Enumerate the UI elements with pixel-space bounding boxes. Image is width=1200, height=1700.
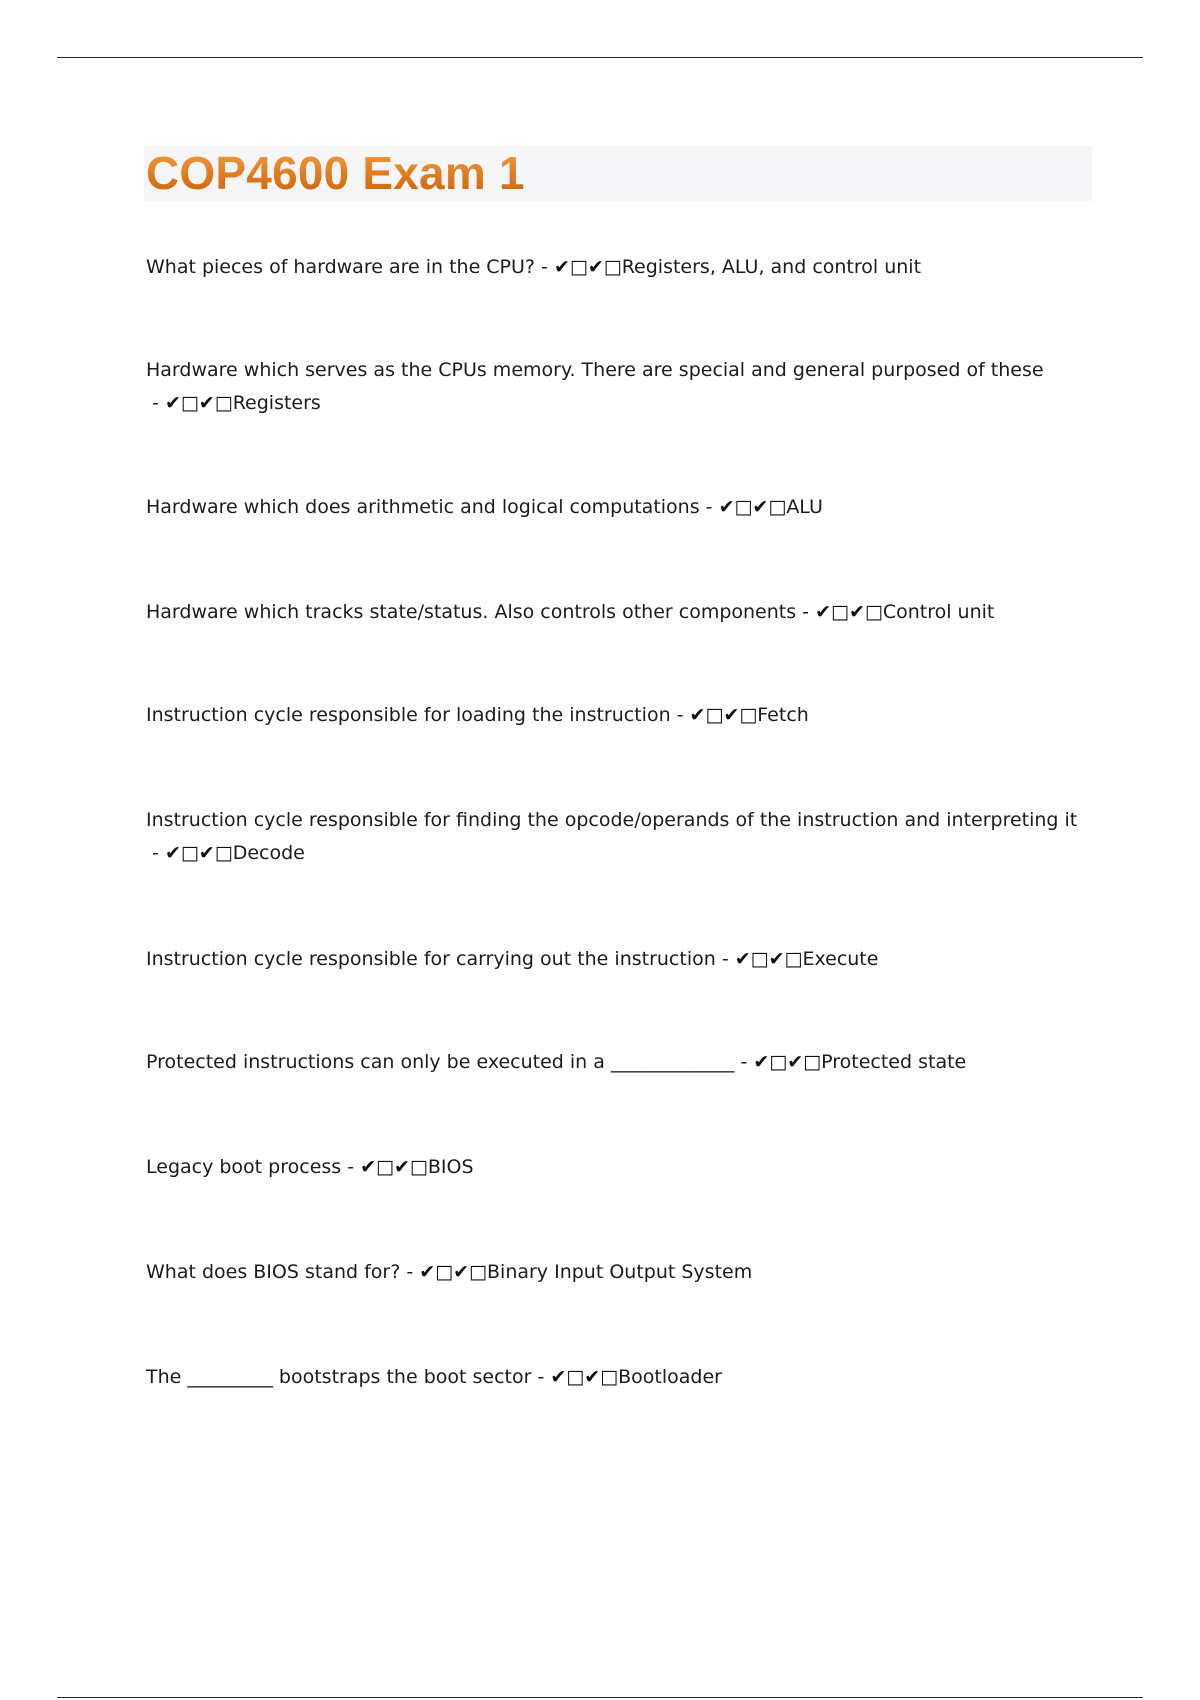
question-text: Legacy boot process (146, 1156, 342, 1178)
check-marks: ✔□✔□ (815, 601, 883, 623)
separator: - (734, 1051, 754, 1073)
answer-text: BIOS (427, 1156, 474, 1178)
separator: - (715, 948, 735, 970)
check-marks: ✔□✔□ (753, 1051, 822, 1073)
check-marks: ✔□✔□ (360, 1156, 428, 1178)
qa-item (146, 354, 1091, 420)
check-marks: ✔□✔□ (718, 496, 787, 518)
top-rule (57, 57, 1143, 58)
answer-text: Binary Input Output System (487, 1261, 753, 1283)
qa-item (146, 1256, 1091, 1289)
check-marks: ✔□✔□ (553, 256, 622, 278)
separator: - (670, 704, 690, 726)
qa-item (146, 491, 1091, 524)
qa-item (146, 943, 1091, 976)
question-text: Hardware which tracks state/status. Also controls other components (146, 601, 797, 623)
question-text: What does BIOS stand for? (146, 1261, 401, 1283)
qa-item (146, 804, 1091, 870)
check-marks: ✔□✔□ (689, 704, 758, 726)
separator: - (341, 1156, 361, 1178)
check-marks: ✔□✔□ (164, 842, 233, 864)
qa-item (146, 251, 1091, 284)
question-text: Instruction cycle responsible for finding the opcode/operands of the instruction and interpreting it (146, 809, 1078, 831)
separator: - (531, 1366, 551, 1388)
check-marks: ✔□✔□ (734, 948, 803, 970)
answer-text: ALU (786, 496, 823, 518)
question-text: Instruction cycle responsible for carrying out the instruction (146, 948, 716, 970)
question-text: Hardware which serves as the CPUs memory. There are special and general purposed of these (146, 359, 1044, 381)
separator: - (146, 392, 165, 414)
separator: - (400, 1261, 420, 1283)
answer-text: Registers (232, 392, 321, 414)
qa-item (146, 1151, 1091, 1184)
check-marks: ✔□✔□ (550, 1366, 619, 1388)
answer-text: Control unit (882, 601, 995, 623)
qa-item (146, 699, 1091, 732)
check-marks: ✔□✔□ (419, 1261, 487, 1283)
qa-item (146, 1046, 1091, 1079)
title-bar (144, 146, 1092, 201)
question-text: Instruction cycle responsible for loading the instruction (146, 704, 671, 726)
question-text: What pieces of hardware are in the CPU? (146, 256, 536, 278)
separator: - (699, 496, 719, 518)
answer-text: Execute (802, 948, 879, 970)
answer-text: Registers, ALU, and control unit (621, 256, 922, 278)
page-title: COP4600 Exam 1 (146, 147, 525, 199)
bottom-rule (57, 1697, 1143, 1698)
answer-text: Bootloader (618, 1366, 722, 1388)
qa-item (146, 596, 1091, 629)
question-text: Protected instructions can only be executed in a _____________ (146, 1051, 735, 1073)
question-text: Hardware which does arithmetic and logical computations (146, 496, 700, 518)
separator: - (146, 842, 165, 864)
check-marks: ✔□✔□ (164, 392, 233, 414)
answer-text: Protected state (821, 1051, 967, 1073)
answer-text: Fetch (757, 704, 809, 726)
separator: - (535, 256, 554, 278)
question-text: The _________ bootstraps the boot sector (146, 1366, 532, 1388)
qa-item (146, 1361, 1091, 1394)
separator: - (796, 601, 816, 623)
answer-text: Decode (232, 842, 305, 864)
